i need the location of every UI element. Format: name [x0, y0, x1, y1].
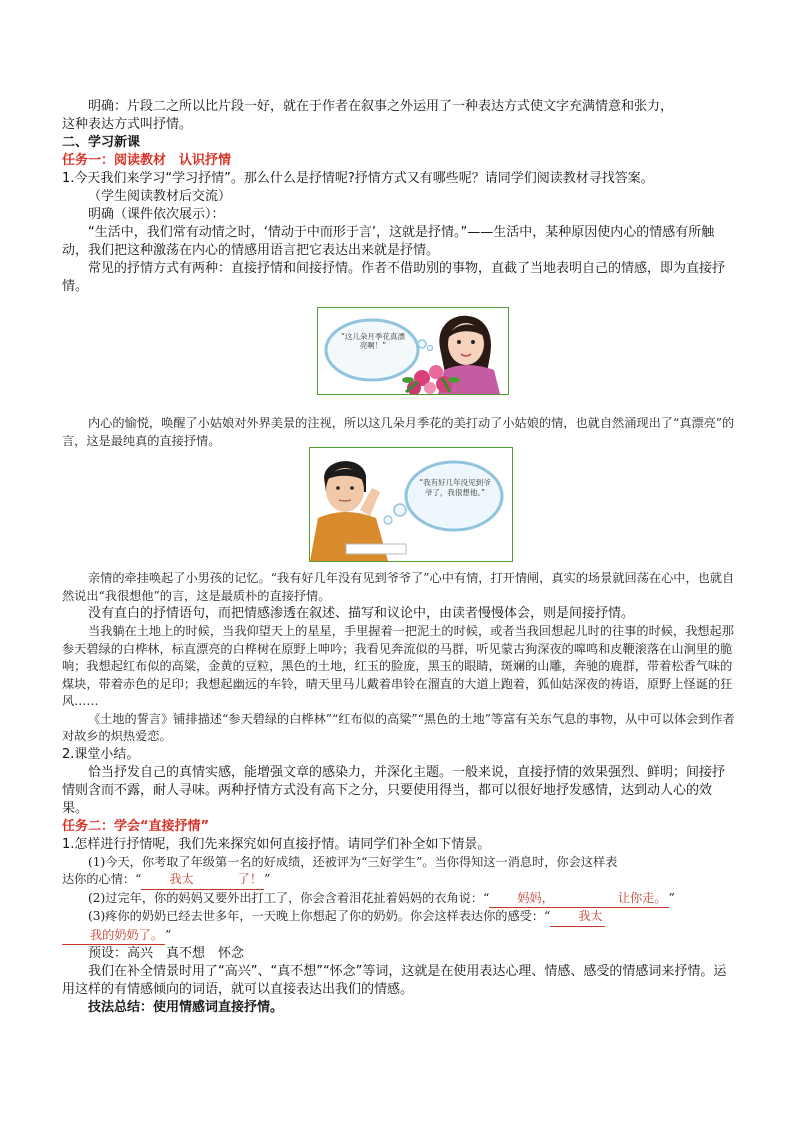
figure-boy-missing-grandpa [309, 447, 513, 562]
scenario-3-suffix: ” [165, 927, 172, 942]
preset-answers: 预设：高兴 真不想 怀念 [88, 946, 245, 961]
scenario-1-answer-a: 我太 [169, 872, 194, 886]
student-reading-note: （学生阅读教材后交流） [88, 189, 232, 204]
task2-question: 1.怎样进行抒情呢，我们先来探究如何直接抒情。请同学们补全如下情景。 [62, 836, 491, 852]
scenario-2-answer-blank [489, 890, 668, 909]
scenario-2 [62, 890, 736, 909]
girl-speech-text: “这儿朵月季花真漂亮啊！” [341, 332, 405, 350]
mingque-courseware: 明确（课件依次展示）： [88, 207, 225, 222]
task1-question: 1.今天我们来学习“学习抒情”。那么什么是抒情呢?抒情方式又有哪些呢？请同学们阅读教材寻找答案。 [62, 171, 654, 186]
class-summary-text: 恰当抒发自己的真情实感，能增强文章的感染力，并深化主题。一般来说，直接抒情的效果强烈、鲜明；间接抒情则含而不露，耐人寻味。两种抒情方式没有高下之分，只要使用得当，都可以很好地抒发感情，达到动人心的效果。 [62, 764, 726, 816]
scenario-2-prefix: (2)过完年，你的妈妈又要外出打工了，你会含着泪花扯着妈妈的衣角说：“ [88, 890, 490, 905]
scenario-1-line-a: (1)今天，你考取了年级第一名的好成绩，还被评为“三好学生”。当你得知这一消息时，你会这样表 [88, 854, 618, 869]
mingque-paragraph: 明确：片段二之所以比片段一好，就在于作者在叙事之外运用了一种表达方式使文字充满情意和张力， [88, 99, 674, 114]
scenario-1-prefix: 达你的心情：“ [62, 872, 142, 886]
task1-title: 任务一：阅读教材 认识抒情 [62, 153, 232, 168]
mingque-continued: 这种表达方式叫抒情。 [62, 117, 193, 132]
boy-thought-text: “我有好几年没见到爷爷了，我很想他。” [419, 478, 491, 497]
scenario-1 [62, 854, 736, 890]
scenario-2-suffix: ” [668, 890, 675, 905]
scenario-3-answer-b: 我的奶奶了。 [62, 927, 165, 946]
scenario-1-suffix: ” [264, 872, 271, 886]
scenario-2-answer-b: 让你走。 [617, 890, 667, 905]
emotion-words-explanation: 我们在补全情景时用了“高兴”、“真不想”“怀念”等词，这就是在使用表达心理、情感、感受的情感词来抒情。运用这样的有情感倾向的词语，就可以直接表达出我们的情感。 [62, 964, 727, 997]
scenario-1-answer-blank [141, 871, 264, 890]
scenario-3 [62, 908, 736, 945]
section-heading-learn: 二、学习新课 [62, 135, 141, 150]
lyric-methods: 常见的抒情方式有两种：直接抒情和间接抒情。作者不借助别的事物，直截了当地表明自己的情感，即为直接抒情。 [62, 261, 726, 294]
class-summary-heading: 2.课堂小结。 [62, 746, 140, 762]
figure-1-caption: 内心的愉悦，唤醒了小姑娘对外界美景的注视，所以这几朵月季花的美打动了小姑娘的情，也就自然涌现出了“真漂亮”的言，这是最纯真的直接抒情。 [62, 416, 735, 448]
scenario-3-prefix: (3)疼你的奶奶已经去世多年，一天晚上你想起了你的奶奶。你会这样表达你的感受：“ [88, 909, 551, 923]
indirect-lyric-paragraph: 没有直白的抒情语句，而把情感渗透在叙述、描写和议论中，由读者慢慢体会，则是间接抒情。 [88, 606, 635, 621]
land-oath-excerpt: 当我躺在土地上的时候，当我仰望天上的星星，手里握着一把泥土的时候，或者当我回想起儿时的往事的时候，我想起那参天碧绿的白桦林，标直漂亮的白桦树在原野上呻吟；我看见奔流似的马群，听见蒙古狗深夜的嗥鸣和皮鞭滚落在山涧里的脆响；我想起红布似的高粱，金黄的豆粒，黑色的土地，红玉的脸庞，黑玉的眼睛，斑斓的山雕，奔驰的鹿群，带着松香气味的煤块，带着赤色的足印；我想起幽远的车铃，晴天里马儿戴着串铃在溜直的大道上跑着，狐仙姑深夜的祷语，原野上怪诞的狂风…… [62, 624, 734, 708]
scenario-1-answer-b: 了！ [237, 872, 263, 886]
task2-title: 任务二：学会“直接抒情” [62, 818, 210, 834]
girl-roses-illustration [318, 308, 508, 394]
land-oath-note: 《土地的誓言》铺排描述“参天碧绿的白桦林”“红布似的高粱”“黑色的土地”等富有关东气息的事物，从中可以体会到作者对故乡的炽热爱恋。 [62, 711, 735, 743]
scenario-2-answer-a: 妈妈， [517, 890, 554, 905]
figure-girl-with-roses [317, 307, 509, 395]
boy-thinking-illustration [310, 448, 512, 561]
scenario-3-answer-a: 我太 [550, 908, 604, 927]
figure-2-caption: 亲情的牵挂唤起了小男孩的记忆。“我有好几年没有见到爷爷了”心中有情，打开情闸，真实的场景就回荡在心中，也就自然说出“我很想他”的言，这是最质朴的直接抒情。 [62, 571, 735, 603]
lyric-definition: “生活中，我们常有动情之时，‘情动于中而形于言’，这就是抒情。”——生活中，某种原因使内心的情感有所触动，我们把这种激荡在内心的情感用语言把它表达出来就是抒情。 [62, 225, 715, 258]
technique-summary: 技法总结：使用情感词直接抒情。 [88, 1000, 284, 1015]
